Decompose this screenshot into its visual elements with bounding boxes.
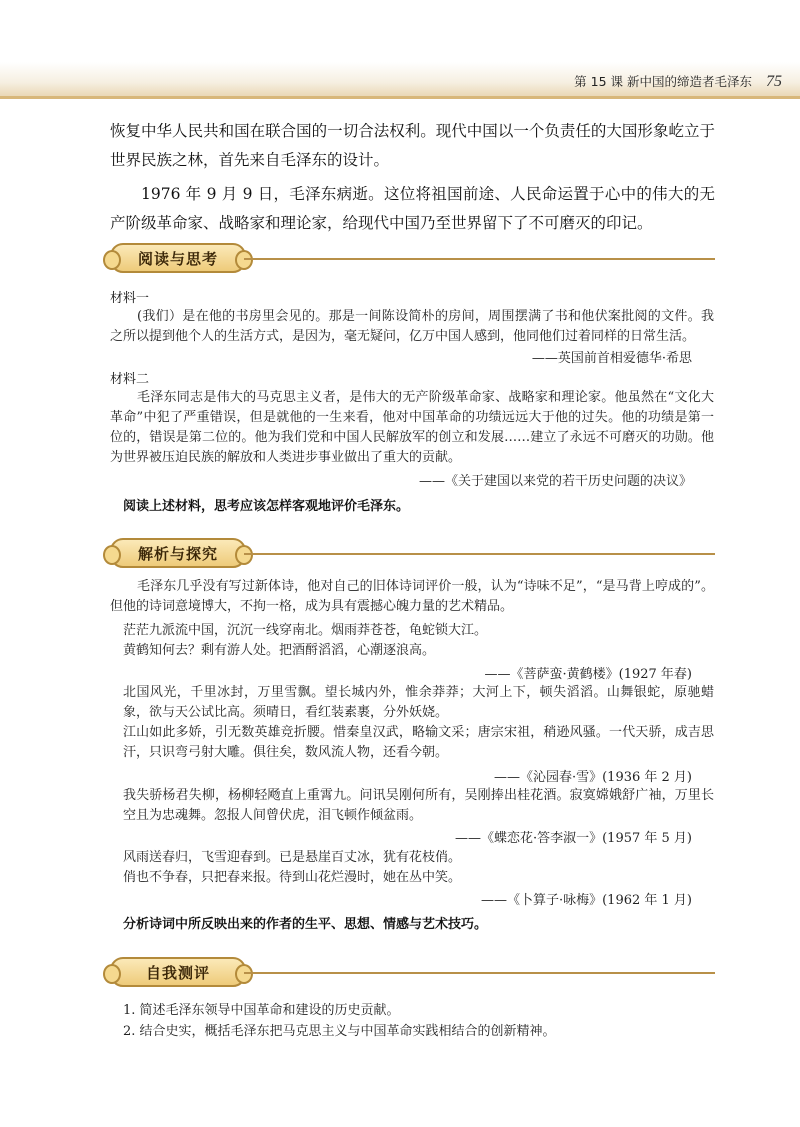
section-rule xyxy=(244,258,715,260)
section-self-assessment xyxy=(110,957,715,987)
intro-paragraph-1: 恢复中华人民共和国在联合国的一切合法权利。现代中国以一个负责任的大国形象屹立于世界民族之林，首先来自毛泽东的设计。 xyxy=(110,122,715,169)
lesson-title: 第 15 课 新中国的缔造者毛泽东 xyxy=(574,74,752,89)
intro-paragraph-2: 1976 年 9 月 9 日，毛泽东病逝。这位将祖国前途、人民命运置于心中的伟大的无产阶级革命家、战略家和理论家，给现代中国乃至世界留下了不可磨灭的印记。 xyxy=(110,185,715,232)
poem-4-source: ——《卜算子·咏梅》(1962 年 1 月) xyxy=(480,893,692,908)
reading-question: 阅读上述材料，思考应该怎样客观地评价毛泽东。 xyxy=(123,499,410,514)
section-heading-reading: 阅读与思考 xyxy=(137,249,218,268)
section-analysis xyxy=(110,538,715,568)
assessment-item-2: 2. 结合史实，概括毛泽东把马克思主义与中国革命实践相结合的创新精神。 xyxy=(123,1024,556,1039)
header-divider xyxy=(0,96,800,99)
analysis-question: 分析诗词中所反映出来的作者的生平、思想、情感与艺术技巧。 xyxy=(123,917,488,932)
material-2-source: ——《关于建国以来党的若干历史问题的决议》 xyxy=(418,474,692,489)
poem-3-source: ——《蝶恋花·答李淑一》(1957 年 5 月) xyxy=(454,831,692,846)
poem-2-source: ——《沁园春·雪》(1936 年 2 月) xyxy=(493,770,692,785)
poem-4-text: 风雨送春归，飞雪迎春到。已是悬崖百丈冰，犹有花枝俏。 俏也不争春，只把春来报。待到山花烂漫时，她在丛中笑。 xyxy=(123,850,462,885)
poem-1-text: 茫茫九派流中国，沉沉一线穿南北。烟雨莽苍苍，龟蛇锁大江。 黄鹤知何去？剩有游人处。把酒酹滔滔，心潮逐浪高。 xyxy=(123,623,488,658)
section-badge xyxy=(110,957,246,987)
page-number: 75 xyxy=(766,73,782,90)
page-header xyxy=(574,72,782,92)
section-rule xyxy=(244,553,715,555)
section-rule xyxy=(244,972,715,974)
poem-1-source: ——《菩萨蛮·黄鹤楼》(1927 年春) xyxy=(484,667,692,682)
section-badge xyxy=(110,538,246,568)
section-heading-analysis: 解析与探究 xyxy=(137,544,218,563)
material-2-text: 毛泽东同志是伟大的马克思主义者，是伟大的无产阶级革命家、战略家和理论家。他虽然在“文化大革命”中犯了严重错误，但是就他的一生来看，他对中国革命的功绩远远大于他的过失。他的功绩是第一位的，错误是第二位的。他为我们党和中国人民解放军的创立和发展……建立了永远不可磨灭的功勋。他为世界被压迫民族的解放和人类进步事业做出了重大的贡献。 xyxy=(110,390,714,465)
poem-3-text: 我失骄杨君失柳，杨柳轻飏直上重霄九。问讯吴刚何所有，吴刚捧出桂花酒。寂寞嫦娥舒广袖，万里长空且为忠魂舞。忽报人间曾伏虎，泪飞顿作倾盆雨。 xyxy=(123,788,714,823)
material-1-source: ——英国前首相爱德华·希思 xyxy=(531,351,692,366)
material-1-label: 材料一 xyxy=(110,291,150,306)
section-reading xyxy=(110,243,715,273)
assessment-item-1: 1. 简述毛泽东领导中国革命和建设的历史贡献。 xyxy=(123,1003,400,1018)
poem-2-text: 北国风光，千里冰封，万里雪飘。望长城内外，惟余莽莽；大河上下，顿失滔滔。山舞银蛇，原驰蜡象，欲与天公试比高。须晴日，看红装素裹，分外妖娆。 江山如此多娇，引无数英雄竞折腰。惜秦皇汉武，略输文采；唐宗宋祖，稍逊风骚。一代天骄，成吉思汗，只识弯弓射大雕。俱往矣，数风流人物，还看今朝。 xyxy=(123,685,714,760)
analysis-intro: 毛泽东几乎没有写过新体诗，他对自己的旧体诗词评价一般，认为“诗味不足”，“是马背上哼成的”。但他的诗词意境博大，不拘一格，成为具有震撼心魄力量的艺术精品。 xyxy=(110,579,714,614)
section-heading-self-assessment: 自我测评 xyxy=(145,963,210,982)
material-2-label: 材料二 xyxy=(110,372,150,387)
material-1-text: (我们）是在他的书房里会见的。那是一间陈设简朴的房间，周围摆满了书和他伏案批阅的文件。我之所以提到他个人的生活方式，是因为，毫无疑问，亿万中国人感到，他同他们过着同样的日常生活。 xyxy=(110,309,714,344)
section-badge xyxy=(110,243,246,273)
